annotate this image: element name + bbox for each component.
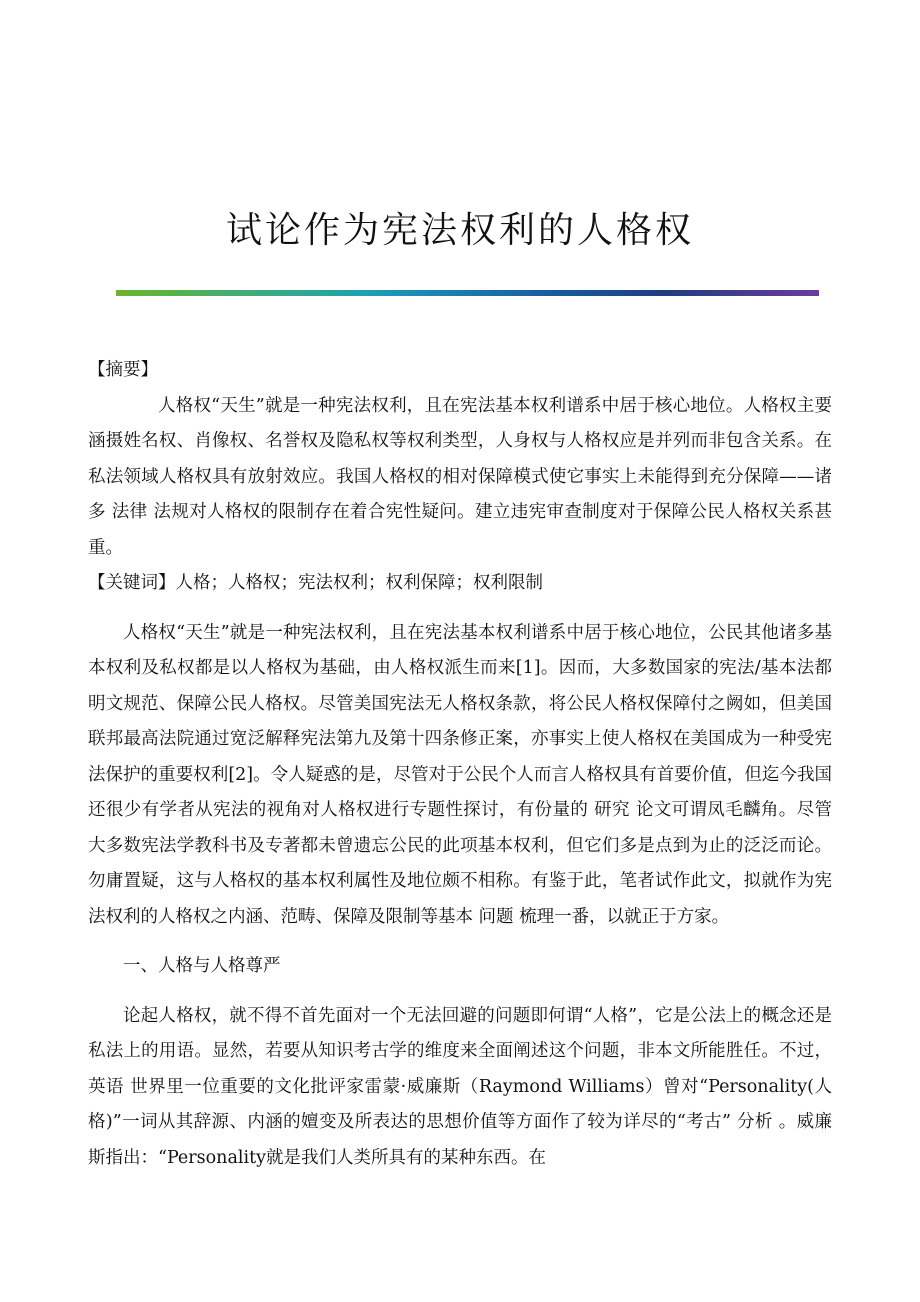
keywords-label: 【关键词】	[88, 573, 176, 593]
keywords-line	[88, 566, 832, 602]
document-body	[88, 353, 832, 1176]
abstract-text: 人格权“天生”就是一种宪法权利，且在宪法基本权利谱系中居于核心地位。人格权主要涵摄姓名权、肖像权、名誉权及隐私权等权利类型，人身权与人格权应是并列而非包含关系。在私法领域人格权具有放射效应。我国人格权的相对保障模式使它事实上未能得到充分保障——诸多 法律 法规对人格权的限制存在着合宪性疑问。建立违宪审查制度对于保障公民人格权关系甚重。	[88, 395, 832, 558]
keywords-text: 人格；人格权；宪法权利；权利保障；权利限制	[175, 573, 543, 593]
body-paragraph-1: 人格权“天生”就是一种宪法权利，且在宪法基本权利谱系中居于核心地位，公民其他诸多基本权利及私权都是以人格权为基础，由人格权派生而来[1]。因而，大多数国家的宪法/基本法都明文规范、保障公民人格权。尽管美国宪法无人格权条款，将公民人格权保障付之阙如，但美国联邦最高法院通过宽泛解释宪法第九及第十四条修正案，亦事实上使人格权在美国成为一种受宪法保护的重要权利[2]。令人疑惑的是，尽管对于公民个人而言人格权具有首要价值，但迄今我国还很少有学者从宪法的视角对人格权进行专题性探讨，有份量的 研究 论文可谓凤毛麟角。尽管大多数宪法学教科书及专著都未曾遗忘公民的此项基本权利，但它们多是点到为止的泛泛而论。勿庸置疑，这与人格权的基本权利属性及地位颇不相称。有鉴于此，笔者试作此文，拟就作为宪法权利的人格权之内涵、范畴、保障及限制等基本 问题 梳理一番，以就正于方家。	[88, 622, 832, 927]
title-divider	[116, 290, 819, 296]
body-paragraph-2: 论起人格权，就不得不首先面对一个无法回避的问题即何谓“人格”，它是公法上的概念还是私法上的用语。显然，若要从知识考古学的维度来全面阐述这个问题，非本文所能胜任。不过， 英语 世界里一位重要的文化批评家雷蒙·威廉斯（Raymond Williams）曾对“Personality(人格)”一词从其辞源、内涵的嬗变及所表达的思想价值等方面作了较为详尽的“考古” 分析 。威廉斯指出：“Personality就是我们人类所具有的某种东西。在	[88, 1005, 832, 1168]
document-title: 试论作为宪法权利的人格权	[225, 210, 694, 252]
section-heading: 一、人格与人格尊严	[123, 956, 281, 976]
abstract-label: 【摘要】	[88, 360, 158, 380]
